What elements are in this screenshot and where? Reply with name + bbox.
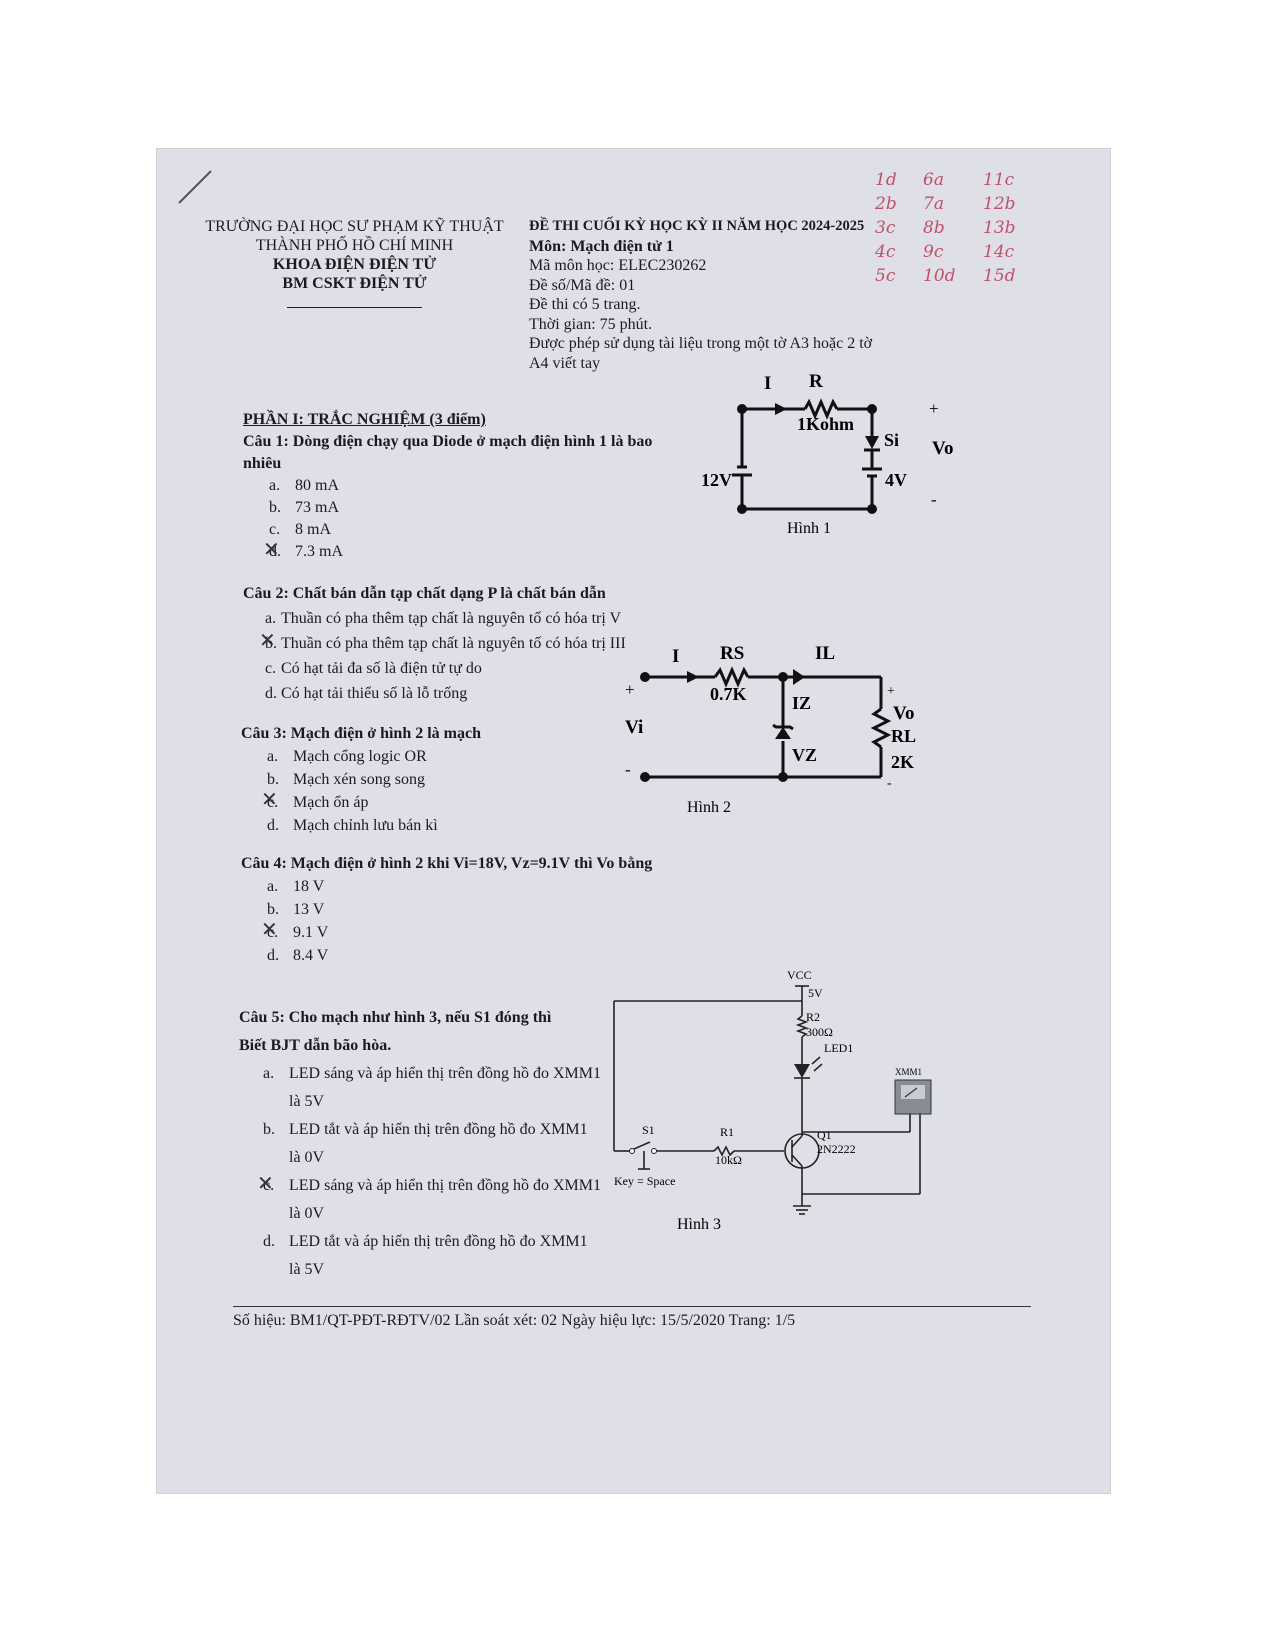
fig2-rs-label: RS: [720, 643, 745, 664]
fig1-source1: 12V: [701, 470, 732, 490]
option-c[interactable]: c. Có hạt tải đa số là điện tử tự do: [265, 660, 482, 677]
figure-1-circuit: [697, 369, 957, 549]
exam-materials-line1: Được phép sử dụng tài liệu trong một tờ A3 hoặc 2 tờ: [529, 335, 873, 352]
option-b[interactable]: b. 13 V: [267, 901, 325, 918]
option-c[interactable]: c. 8 mA: [269, 521, 331, 538]
fig2-il-label: IL: [815, 643, 836, 664]
fig3-s1-label: S1: [642, 1123, 655, 1137]
question-title-cont: Biết BJT dẫn bão hòa.: [239, 1037, 392, 1054]
header-institution: [202, 217, 507, 308]
answer-note: 2b: [875, 194, 897, 214]
fig1-minus: -: [931, 490, 937, 509]
answer-note: 14c: [983, 242, 1015, 262]
question-5: [239, 1004, 601, 1284]
answer-note: 6a: [923, 170, 944, 190]
option-b-cont: là 0V: [289, 1149, 325, 1166]
exam-materials-line2: A4 viết tay: [529, 354, 601, 372]
exam-course-code: Mã môn học: ELEC230262: [529, 257, 707, 274]
section-title: PHẦN I: TRẮC NGHIỆM (3 điểm): [243, 411, 486, 428]
pen-stroke: [177, 167, 217, 207]
answer-note: 11c: [983, 170, 1015, 190]
option-a[interactable]: a. Thuần có pha thêm tạp chất là nguyên tố có hóa trị V: [265, 610, 622, 627]
fig1-source2: 4V: [885, 470, 907, 490]
exam-subject: Môn: Mạch điện tử 1: [529, 237, 674, 255]
answer-note: 15d: [983, 266, 1016, 286]
exam-time: Thời gian: 75 phút.: [529, 315, 653, 333]
fig1-vo-label: Vo: [932, 438, 954, 459]
fig1-caption: Hình 1: [787, 520, 831, 537]
option-a[interactable]: a. 18 V: [267, 878, 325, 895]
answer-note: 3c: [875, 218, 896, 238]
fig2-rs-value: 0.7K: [710, 684, 747, 704]
fig2-rl-label: RL: [891, 726, 917, 746]
option-d-cont: là 5V: [289, 1261, 325, 1278]
fig3-r1-label: R1: [720, 1125, 735, 1139]
option-d-selected[interactable]: d. ✕ 7.3 mA: [269, 541, 652, 563]
question-title: Câu 3: Mạch điện ở hình 2 là mạch: [241, 725, 481, 742]
fig2-caption: Hình 2: [687, 799, 731, 816]
option-d[interactable]: d. 8.4 V: [267, 947, 329, 964]
fig3-q1-label: Q1: [817, 1128, 832, 1142]
option-d[interactable]: d. Mạch chỉnh lưu bán kì: [267, 817, 438, 834]
header-exam-info: [529, 217, 872, 373]
fig3-caption: Hình 3: [677, 1216, 721, 1233]
fig1-resistor-label: R: [809, 371, 823, 392]
answer-note: 9c: [923, 242, 944, 262]
question-title-cont: nhiêu: [243, 455, 282, 472]
option-c-selected[interactable]: c. ✕ LED sáng và áp hiển thị trên đồng hồ đo XMM1: [263, 1172, 601, 1200]
department-name: BM CSKT ĐIỆN TỬ: [282, 275, 427, 292]
option-d[interactable]: d. LED tắt và áp hiển thị trên đồng hồ đo XMM1: [263, 1233, 588, 1250]
option-a[interactable]: a. 80 mA: [269, 477, 339, 494]
option-c-cont: là 0V: [289, 1205, 325, 1222]
fig3-vcc-label: VCC: [787, 968, 812, 982]
exam-number: Đề số/Mã đề: 01: [529, 276, 636, 294]
fig2-plus: +: [625, 680, 635, 699]
fig1-diode-label: Si: [884, 430, 900, 450]
answer-note: 1d: [875, 170, 897, 190]
fig3-r1-value: 10kΩ: [715, 1153, 742, 1167]
answer-note: 10d: [923, 266, 956, 286]
option-b[interactable]: b. LED tắt và áp hiển thị trên đồng hồ đo XMM1: [263, 1121, 588, 1138]
fig3-key-label: Key = Space: [614, 1174, 676, 1188]
exam-title: ĐỀ THI CUỐI KỲ HỌC KỲ II NĂM HỌC 2024-2025: [529, 218, 865, 234]
question-title: Câu 5: Cho mạch như hình 3, nếu S1 đóng thì: [239, 1009, 552, 1026]
fig2-iz-label: IZ: [792, 693, 812, 713]
university-name: TRƯỜNG ĐẠI HỌC SƯ PHẠM KỸ THUẬT: [205, 218, 504, 235]
option-c-selected[interactable]: c. ✕ Mạch ổn áp: [267, 791, 481, 814]
fig1-current-label: I: [764, 373, 772, 394]
option-a[interactable]: a. LED sáng và áp hiển thị trên đồng hồ đo XMM1: [263, 1065, 601, 1082]
answer-note: 13b: [983, 218, 1016, 238]
fig1-resistor-value: 1Kohm: [797, 414, 855, 434]
answer-note: 12b: [983, 194, 1016, 214]
fig2-current-label: I: [672, 646, 680, 667]
option-a[interactable]: a. Mạch cổng logic OR: [267, 748, 427, 765]
faculty-name: KHOA ĐIỆN ĐIỆN TỬ: [272, 256, 437, 273]
question-title: Câu 2: Chất bán dẫn tạp chất dạng P là chất bán dẫn: [243, 585, 606, 602]
city-name: THÀNH PHỐ HỒ CHÍ MINH: [255, 237, 454, 254]
fig2-vo-label: Vo: [893, 703, 915, 724]
answer-note: 5c: [875, 266, 896, 286]
option-a-cont: là 5V: [289, 1093, 325, 1110]
figure-2-circuit: [625, 639, 945, 824]
fig3-xmm-label: XMM1: [895, 1067, 923, 1077]
question-1: [243, 431, 652, 563]
fig3-r2-label: R2: [806, 1010, 821, 1024]
answer-note: 7a: [923, 194, 944, 214]
question-2: [243, 581, 626, 706]
option-d[interactable]: d. Có hạt tải thiểu số là lỗ trống: [265, 685, 468, 702]
option-b-selected[interactable]: b. ✕ Thuần có pha thêm tạp chất là nguyên tố có hóa trị III: [265, 631, 626, 656]
option-b[interactable]: b. 73 mA: [269, 499, 339, 516]
fig2-vi-label: Vi: [625, 717, 644, 738]
exam-sheet: [157, 149, 1110, 1493]
answer-note: 8b: [923, 218, 945, 238]
question-4: [241, 852, 652, 967]
question-3: [241, 722, 481, 837]
footer-document-code: Số hiệu: BM1/QT-PĐT-RĐTV/02 Lần soát xét: 02 Ngày hiệu lực: 15/5/2020 Trang: 1/5: [233, 1312, 796, 1329]
handwritten-answers: [875, 169, 1023, 287]
fig3-led-label: LED1: [824, 1041, 854, 1055]
option-c-selected[interactable]: c. ✕ 9.1 V: [267, 921, 652, 944]
answer-note: 4c: [875, 242, 896, 262]
fig3-q1-value: 2N2222: [817, 1142, 856, 1156]
question-title: Câu 1: Dòng điện chạy qua Diode ở mạch điện hình 1 là bao: [243, 433, 653, 450]
question-title: Câu 4: Mạch điện ở hình 2 khi Vi=18V, Vz=9.1V thì Vo bằng: [241, 855, 653, 872]
figure-3-circuit: [612, 964, 952, 1244]
fig2-plus2: +: [887, 684, 895, 699]
header-divider: [287, 307, 422, 308]
exam-pages: Đề thi có 5 trang.: [529, 296, 641, 313]
fig3-r2-value: 300Ω: [806, 1025, 833, 1039]
fig3-vcc-value: 5V: [808, 986, 823, 1000]
fig2-vz-label: VZ: [792, 745, 818, 765]
fig1-plus: +: [929, 399, 939, 418]
footer-divider: [233, 1306, 1031, 1307]
fig2-minus: -: [625, 760, 631, 779]
fig2-minus2: -: [887, 776, 892, 791]
option-b[interactable]: b. Mạch xén song song: [267, 771, 425, 788]
fig2-rl-value: 2K: [891, 752, 915, 772]
